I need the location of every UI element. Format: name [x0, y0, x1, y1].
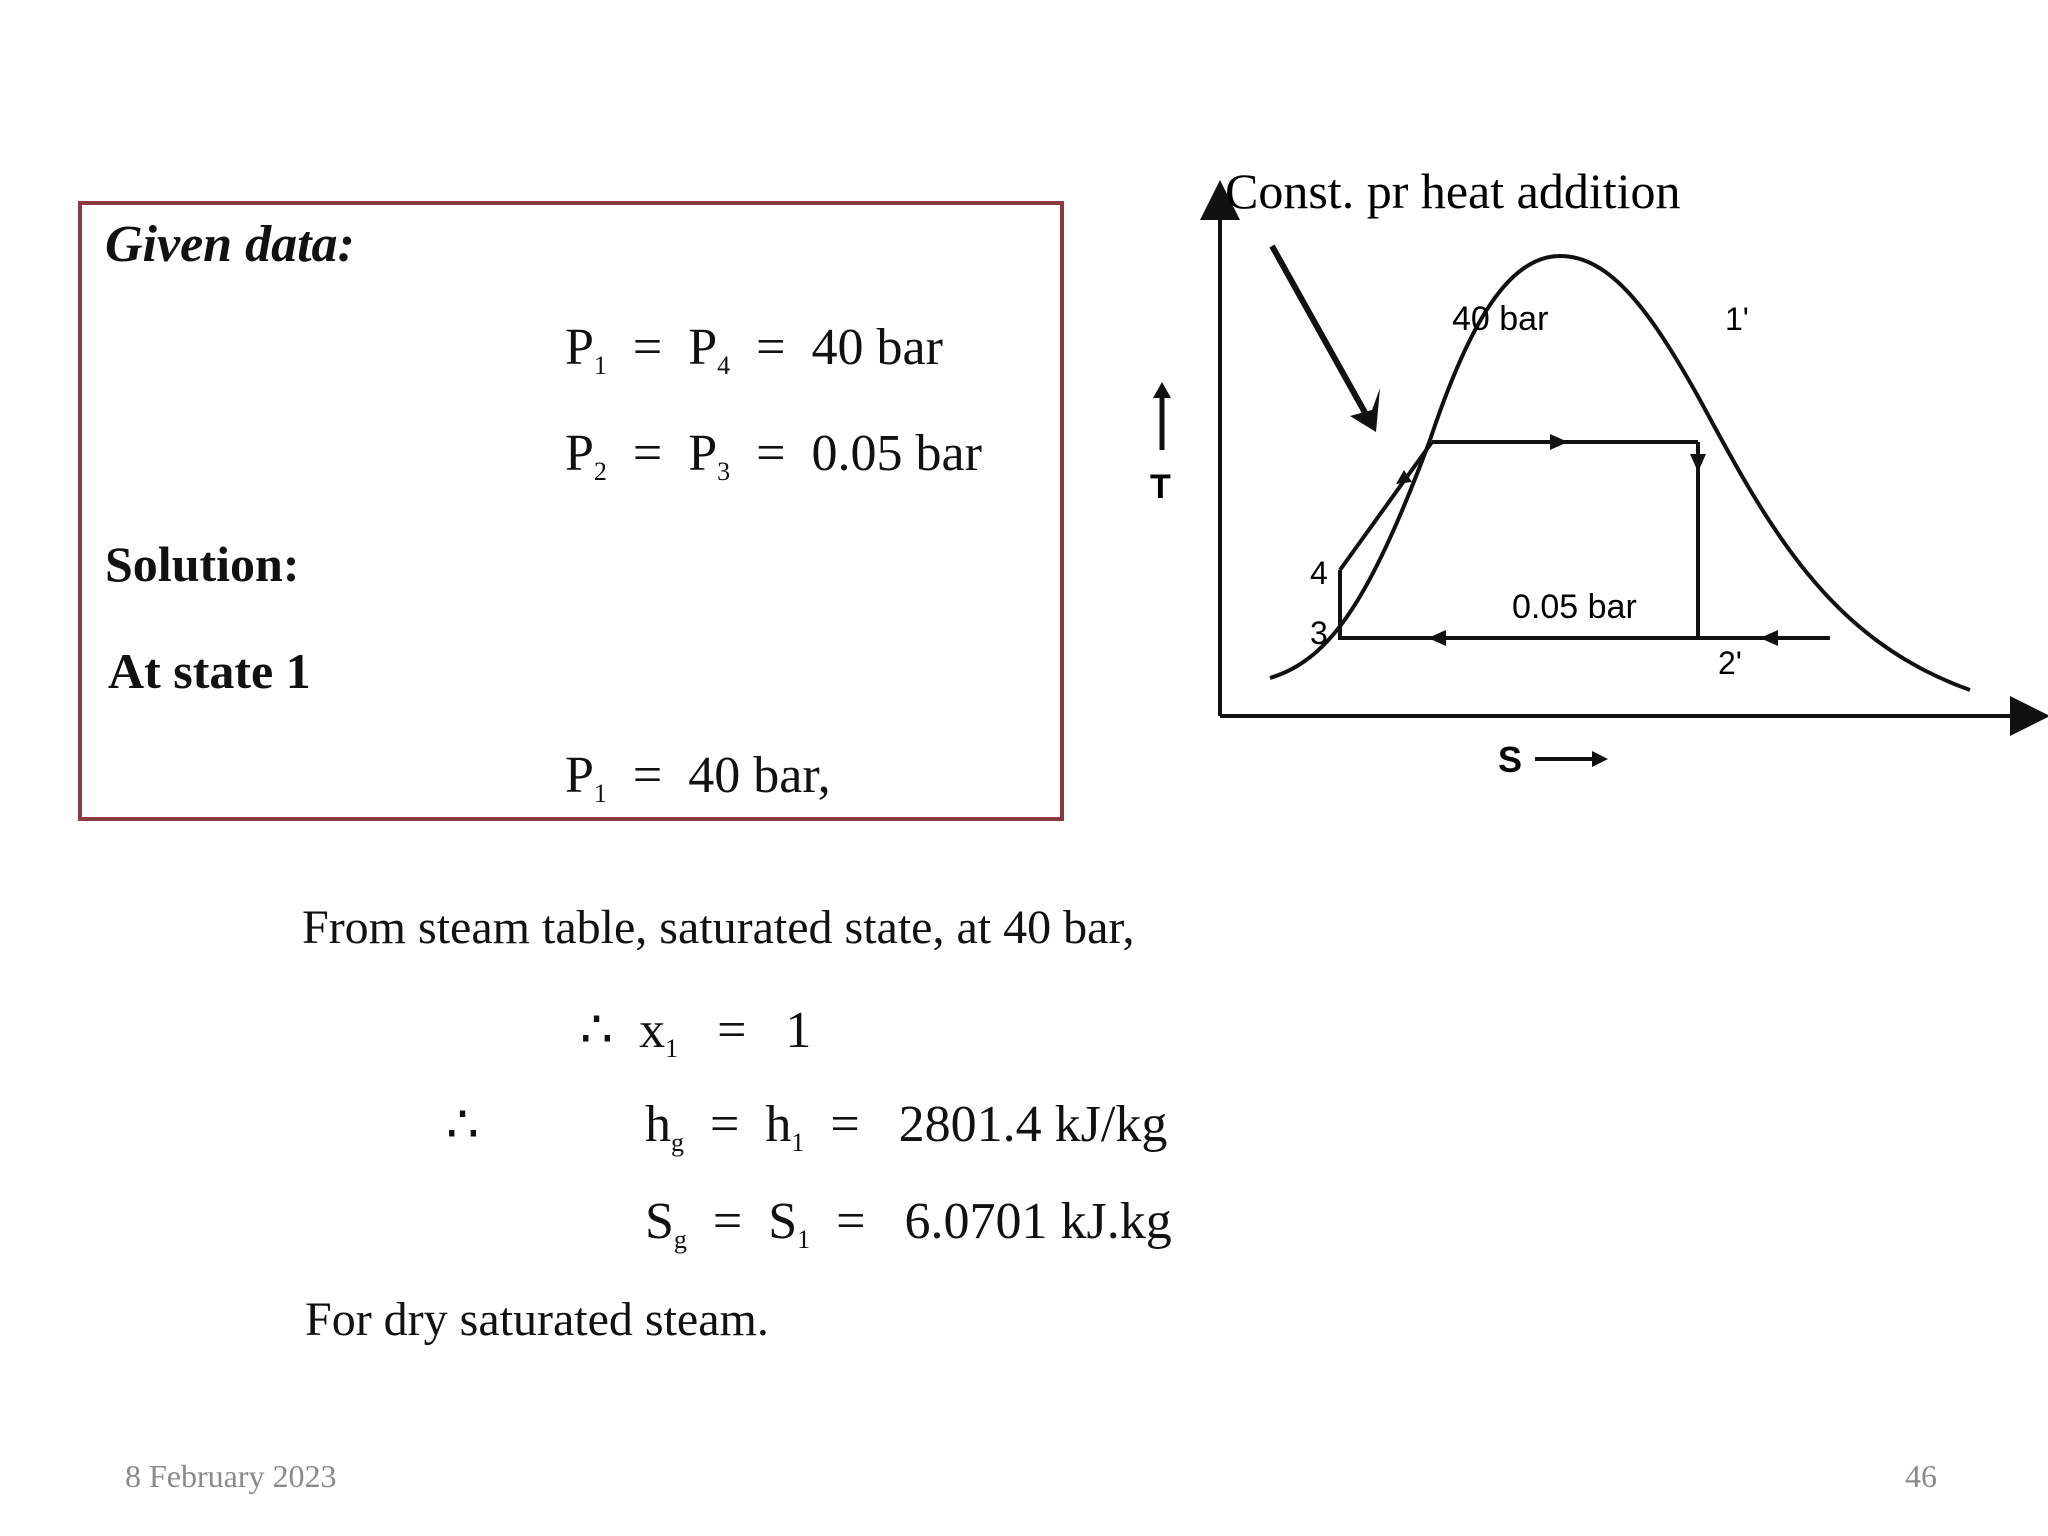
equation-enthalpy: $h_g = h_1 = 2801.4$ kJ/kg	[645, 1096, 1168, 1157]
subscript: 1	[593, 351, 607, 380]
value: 2801.4 kJ/kg	[898, 1096, 1168, 1153]
therefore-symbol-standalone: ∴	[446, 1097, 480, 1154]
symbol: h	[765, 1096, 792, 1153]
s-arrow-head	[1592, 751, 1608, 767]
subscript: 4	[717, 351, 731, 380]
symbol: x	[639, 1002, 666, 1059]
arrow-expansion	[1690, 454, 1706, 472]
arrow-condensation	[1428, 630, 1446, 646]
s-axis-label: S	[1498, 739, 1523, 780]
value: 40 bar,	[688, 747, 831, 804]
arrow-evaporation	[1550, 434, 1568, 450]
ts-diagram	[1130, 160, 2048, 800]
given-data-box	[78, 201, 1064, 821]
dry-steam-note: For dry saturated steam.	[305, 1293, 769, 1346]
point-3-label: 3	[1310, 615, 1328, 651]
symbol: h	[645, 1096, 671, 1153]
value: 0.05 bar	[811, 425, 982, 482]
value: 40 bar	[811, 319, 943, 376]
high-pressure-label: 40 bar	[1452, 300, 1549, 338]
subscript: 1	[593, 779, 607, 808]
symbol: P	[565, 425, 594, 482]
t-arrow-head	[1153, 382, 1171, 398]
equation-p1: $P_1 = 40$ bar,	[565, 747, 831, 808]
value: 1	[785, 1002, 812, 1059]
symbol: P	[565, 319, 594, 376]
subscript: 2	[593, 457, 607, 486]
state-heading: At state 1	[108, 643, 311, 699]
equation-x1: ∴ $x_1 = 1$	[580, 1002, 812, 1063]
annotation-pointer	[1272, 246, 1368, 418]
equation-entropy: $S_g = S_1 = 6.0701$ kJ.kg	[645, 1193, 1172, 1254]
symbol: S	[768, 1193, 798, 1250]
given-data-title: Given data:	[105, 216, 355, 273]
point-1-label: 1'	[1725, 301, 1749, 337]
equation-p2-p3: $P_2 = P_3 = 0.05$ bar	[565, 425, 982, 486]
subscript: 3	[717, 457, 731, 486]
subscript: g	[671, 1128, 684, 1157]
subscript: 1	[665, 1034, 679, 1063]
equation-p1-p4: $P_1 = P_4 = 40$ bar	[565, 319, 943, 380]
low-pressure-label: 0.05 bar	[1512, 588, 1637, 626]
value: 6.0701 kJ.kg	[904, 1193, 1172, 1250]
subscript: g	[673, 1225, 687, 1254]
symbol: P	[688, 319, 718, 376]
footer-date: 8 February 2023	[125, 1458, 337, 1494]
subscript: 1	[797, 1225, 811, 1254]
point-4-label: 4	[1310, 555, 1328, 591]
steam-table-intro: From steam table, saturated state, at 40 bar,	[302, 901, 1135, 954]
subscript: 1	[791, 1128, 805, 1157]
point-2-label: 2'	[1718, 645, 1742, 681]
symbol: S	[645, 1193, 674, 1250]
symbol: P	[688, 425, 718, 482]
page-number: 46	[1905, 1458, 1937, 1494]
t-axis-label: T	[1150, 468, 1171, 506]
symbol: P	[565, 747, 594, 804]
solution-heading: Solution:	[105, 536, 300, 592]
arrow-condensation-2	[1760, 630, 1778, 646]
annotation-label: Const. pr heat addition	[1225, 163, 1681, 219]
therefore-symbol: ∴	[580, 1002, 614, 1059]
